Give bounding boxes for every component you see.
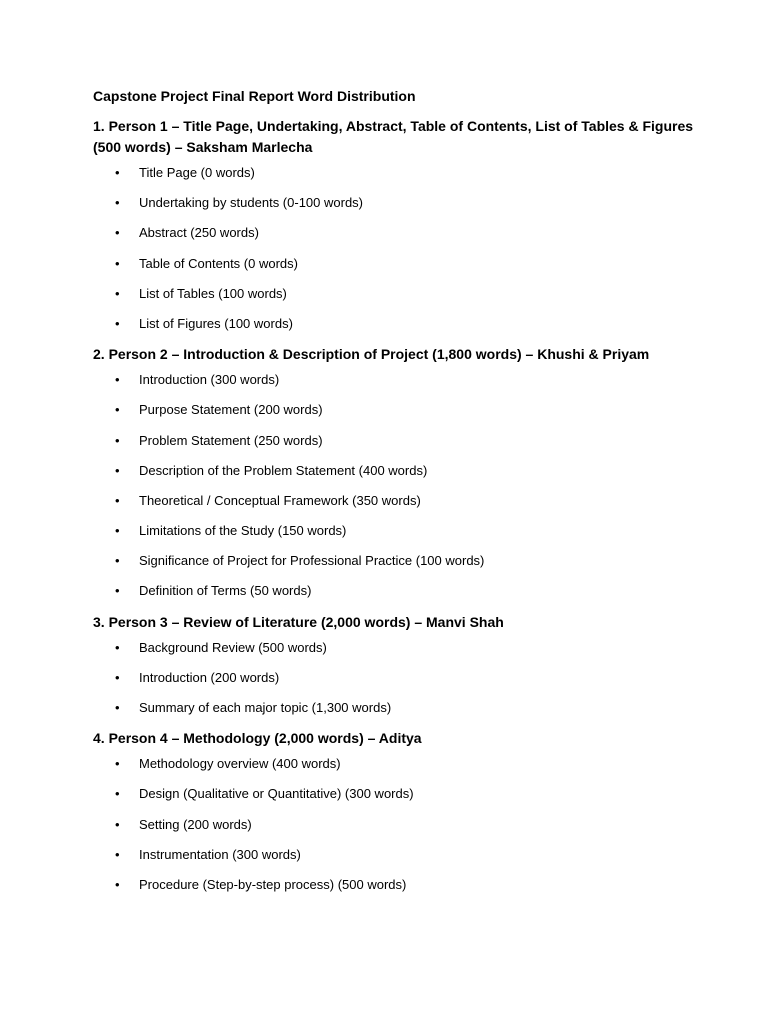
- bullet-icon: •: [115, 816, 120, 832]
- list-item-text: Methodology overview (400 words): [139, 756, 341, 772]
- list-item: [93, 638, 703, 658]
- list-item: [93, 784, 703, 804]
- bullet-icon: •: [115, 846, 120, 862]
- list-item: [93, 521, 703, 541]
- item-list: [93, 370, 703, 601]
- section-heading: 2. Person 2 – Introduction & Description of Project (1,800 words) – Khushi & Priyam: [93, 346, 650, 363]
- item-list: [93, 163, 703, 334]
- list-item-text: Procedure (Step-by-step process) (500 words): [139, 876, 407, 892]
- bullet-icon: •: [115, 786, 120, 802]
- list-item-text: Abstract (250 words): [139, 225, 259, 241]
- list-item-text: Limitations of the Study (150 words): [139, 523, 347, 539]
- section-person-3: [93, 612, 703, 718]
- bullet-icon: •: [115, 553, 120, 569]
- list-item-text: Introduction (200 words): [139, 669, 280, 685]
- bullet-icon: •: [115, 462, 120, 478]
- list-item: [93, 754, 703, 774]
- list-item: [93, 551, 703, 571]
- list-item: [93, 845, 703, 865]
- list-item: [93, 491, 703, 511]
- list-item: [93, 223, 703, 243]
- list-item-text: Background Review (500 words): [139, 639, 327, 655]
- list-item: [93, 314, 703, 334]
- bullet-icon: •: [115, 372, 120, 388]
- section-heading: 4. Person 4 – Methodology (2,000 words) – Aditya: [93, 730, 422, 747]
- list-item: [93, 431, 703, 451]
- list-item: [93, 254, 703, 274]
- bullet-icon: •: [115, 639, 120, 655]
- bullet-icon: •: [115, 583, 120, 599]
- list-item-text: Setting (200 words): [139, 816, 252, 832]
- list-item: [93, 698, 703, 718]
- list-item-text: Design (Qualitative or Quantitative) (300 words): [139, 786, 414, 802]
- section-person-1: [93, 116, 703, 334]
- list-item: [93, 461, 703, 481]
- bullet-icon: •: [115, 315, 120, 331]
- list-item-text: Table of Contents (0 words): [139, 255, 298, 271]
- list-item-text: Summary of each major topic (1,300 words): [139, 700, 392, 715]
- bullet-icon: •: [115, 700, 120, 715]
- bullet-icon: •: [115, 756, 120, 772]
- list-item-text: Definition of Terms (50 words): [139, 583, 312, 599]
- bullet-icon: •: [115, 285, 120, 301]
- bullet-icon: •: [115, 165, 120, 180]
- list-item-text: List of Tables (100 words): [139, 285, 287, 301]
- bullet-icon: •: [115, 432, 120, 448]
- bullet-icon: •: [115, 255, 120, 271]
- list-item: [93, 668, 703, 688]
- document-page: [93, 86, 703, 905]
- list-item: [93, 815, 703, 835]
- list-item: [93, 284, 703, 304]
- list-item-text: Description of the Problem Statement (400 words): [139, 462, 428, 478]
- bullet-icon: •: [115, 876, 120, 892]
- list-item: [93, 400, 703, 420]
- list-item: [93, 875, 703, 895]
- list-item-text: List of Figures (100 words): [139, 315, 293, 331]
- bullet-icon: •: [115, 492, 120, 508]
- list-item-text: Title Page (0 words): [139, 165, 255, 180]
- bullet-icon: •: [115, 523, 120, 539]
- bullet-icon: •: [115, 669, 120, 685]
- section-person-2: [93, 344, 703, 601]
- list-item-text: Undertaking by students (0-100 words): [139, 195, 364, 211]
- item-list: [93, 754, 703, 895]
- list-item: [93, 163, 703, 183]
- list-item: [93, 581, 703, 601]
- bullet-icon: •: [115, 195, 120, 211]
- list-item-text: Problem Statement (250 words): [139, 432, 323, 448]
- list-item-text: Instrumentation (300 words): [139, 846, 301, 862]
- list-item: [93, 370, 703, 390]
- document-title: Capstone Project Final Report Word Distribution: [93, 88, 416, 104]
- list-item-text: Significance of Project for Professional Practice (100 words): [139, 553, 485, 569]
- list-item-text: Theoretical / Conceptual Framework (350 words): [139, 492, 421, 508]
- section-heading: 1. Person 1 – Title Page, Undertaking, Abstract, Table of Contents, List of Tables & Figures (500 words) – Saksham Marlecha: [93, 118, 694, 155]
- list-item-text: Introduction (300 words): [139, 372, 280, 388]
- bullet-icon: •: [115, 402, 120, 418]
- item-list: [93, 638, 703, 718]
- bullet-icon: •: [115, 225, 120, 241]
- list-item: [93, 193, 703, 213]
- list-item-text: Purpose Statement (200 words): [139, 402, 323, 418]
- section-heading: 3. Person 3 – Review of Literature (2,000 words) – Manvi Shah: [93, 613, 504, 630]
- section-person-4: [93, 728, 703, 895]
